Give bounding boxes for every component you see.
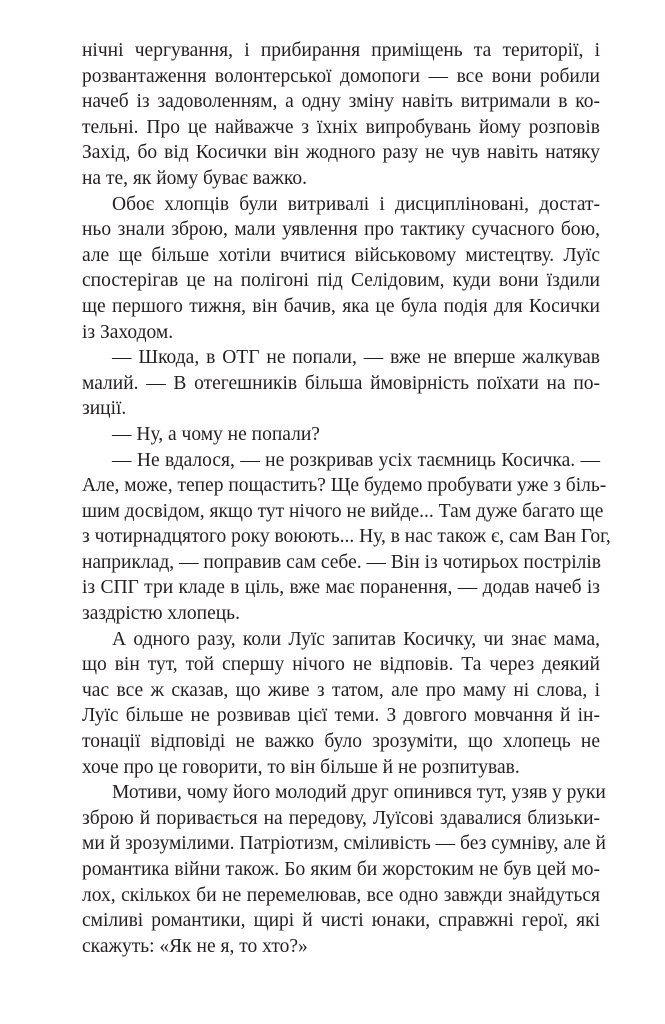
text-line: заздрістю хлопець. [82,603,240,625]
text-line: тонації відповіді не важко було зрозуміти, що хлопець не [82,731,600,753]
text-line: Мотиви, чому його молодий друг опинився тут, узяв у руки [112,782,606,804]
paragraph [82,345,600,422]
text-line: зброю й поривається на передову, Луїсові здавалися близьки- [82,807,600,829]
paragraph [82,192,600,346]
paragraph [82,627,600,781]
text-line: розвантаження волонтерської домопоги — все вони робили [82,65,600,87]
text-line: начеб із задоволенням, а одну зміну навіть витримали в ко- [82,91,600,113]
text-line: із Заходом. [82,321,174,343]
text-line: романтика війни також. Бо яким би жорстоким не був цей мо- [82,859,600,880]
paragraph [82,422,600,448]
text-line: на те, як йому буває важко. [82,167,307,189]
text-line: наприклад, — поправив сам себе. — Він із чотирьох пострілів [82,551,601,573]
paragraph [82,448,611,627]
text-line: ще першого тижня, він бачив, яка це була подія для Косички [82,295,600,317]
text-line: хоче про це говорити, то він більше й не розпитував. [82,756,520,778]
text-line: Але, може, тепер пощастить? Ще будемо пробувати уже з біль- [82,475,607,497]
text-line: сміливі романтики, щирі й чисті юнаки, справжні герої, які [82,910,600,932]
text-line: А одного разу, коли Луїс запитав Косичку, чи знає мама, [112,628,600,650]
paragraph [82,780,606,959]
text-line: Обоє хлопців були витривалі і дисципліновані, достат- [112,193,600,215]
text-line: — Не вдалося, — не розкривав усіх таємниць Косичка. — [112,449,600,471]
text-line: із СПГ три кладе в ціль, вже має поранення, — додав начеб із [82,577,600,599]
text-line: зиції. [82,398,127,420]
text-line: але ще більше хотіли вчитися військовому мистецтву. Луїс [82,244,600,266]
book-page-text [82,38,611,959]
text-line: Захід, бо від Косички він жодного разу не чув навіть натяку [82,142,600,164]
text-line: нічні чергування, і прибирання приміщень та території, і [82,40,600,61]
text-line: з чотирнадцятого року воюють... Ну, в нас також є, сам Ван Гог, [82,526,611,548]
text-line: — Шкода, в ОТГ не попали, — вже не вперше жалкував [112,347,600,369]
text-line: Луїс більше не розвивав цієї теми. З довгого мовчання й ін- [82,705,600,727]
text-line: шим досвідом, якщо тут нічого не вийде... Там дуже багато ще [82,500,604,522]
text-line: — Ну, а чому не попали? [112,423,320,445]
text-line: час все ж сказав, що живе з татом, але про маму ні слова, і [82,679,600,701]
text-line: скажуть: «Як не я, то хто?» [82,935,308,957]
text-line: ми й зрозумілими. Патріотизм, сміливість — без сумніву, але й [82,833,606,855]
text-line: що він тут, той спершу нічого не відповів. Та через деякий [82,654,600,676]
text-line: малий. — В отегешників більша ймовірність поїхати на по- [82,372,600,394]
paragraph [82,38,600,192]
text-line: ньо знали зброю, мали уявлення про тактику сучасного бою, [82,219,600,241]
text-line: лох, скількох би не перемелював, все одно завжди знайдуться [82,884,600,906]
text-line: тельні. Про це найважче з їхніх випробувань йому розповів [82,116,600,138]
text-line: спостерігав це на полігоні під Селідовим, куди вони їздили [82,270,600,292]
